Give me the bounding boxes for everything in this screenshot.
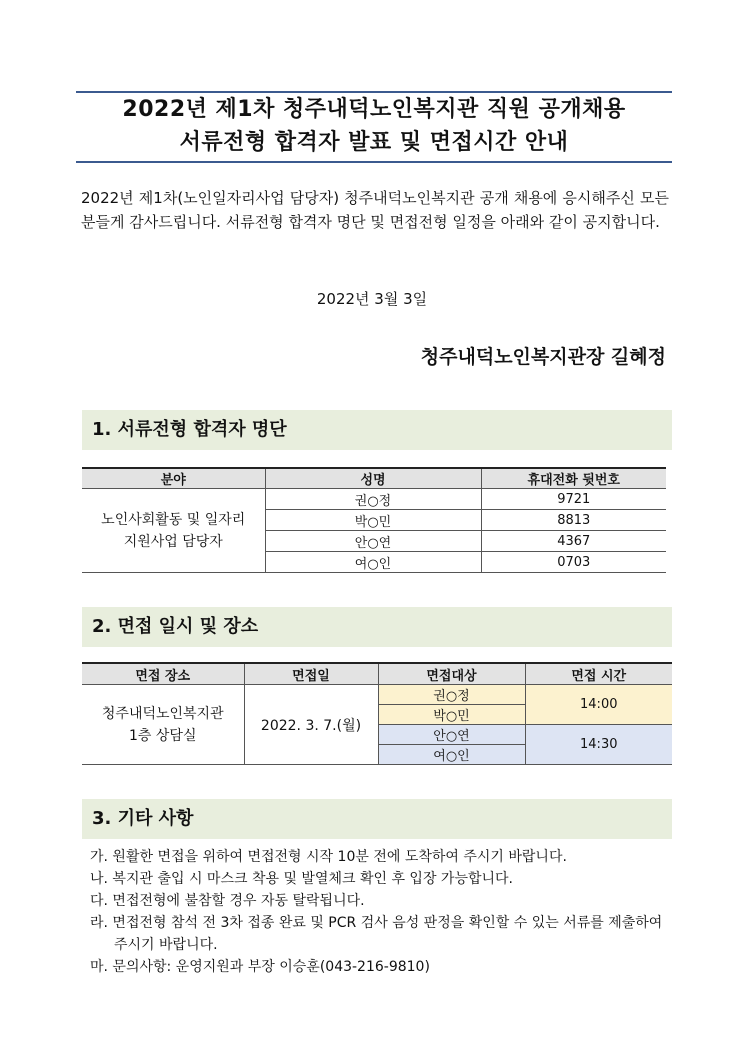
- field-cell: [82, 489, 265, 573]
- section-3-heading: 3. 기타 사항: [82, 799, 672, 839]
- section-1-heading: 1. 서류전형 합격자 명단: [82, 410, 672, 450]
- table-row: [82, 489, 666, 510]
- list-item: 가. 원활한 면접을 위하여 면접전형 시작 10분 전에 도착하여 주시기 바랍니다.: [90, 849, 567, 865]
- place-line-1: 청주내덕노인복지관: [101, 705, 224, 722]
- title-line-2: 서류전형 합격자 발표 및 면접시간 안내: [179, 130, 569, 155]
- target-cell: 안○연: [378, 725, 525, 745]
- name-cell: 여○인: [265, 552, 481, 573]
- header-time: 면접 시간: [525, 663, 672, 685]
- phone-cell: 0703: [481, 552, 666, 573]
- list-item: 다. 면접전형에 불참할 경우 자동 탈락됩니다.: [90, 893, 365, 909]
- list-item: 나. 복지관 출입 시 마스크 착용 및 발열체크 확인 후 입장 가능합니다.: [90, 871, 513, 887]
- section-2-heading: 2. 면접 일시 및 장소: [82, 607, 672, 647]
- interview-date-cell: 2022. 3. 7.(월): [244, 685, 378, 765]
- table-row: [82, 685, 672, 705]
- time-cell: 14:00: [525, 685, 672, 725]
- target-cell: 박○민: [378, 705, 525, 725]
- table-header-row: [82, 468, 666, 489]
- name-cell: 박○민: [265, 510, 481, 531]
- time-cell: 14:30: [525, 725, 672, 765]
- intro-paragraph: 2022년 제1차(노인일자리사업 담당자) 청주내덕노인복지관 공개 채용에 응시해주신 모든 분들게 감사드립니다. 서류전형 합격자 명단 및 면접전형 일정을 아래와 같이 공지합니다.: [81, 189, 669, 231]
- header-place: 면접 장소: [82, 663, 244, 685]
- header-phone: 휴대전화 뒷번호: [481, 468, 666, 489]
- list-item: 마. 문의사항: 운영지원과 부장 이승훈(043-216-9810): [90, 959, 430, 975]
- document-pass-table: [82, 467, 666, 573]
- signer: 청주내덕노인복지관장 길혜정: [420, 346, 666, 368]
- header-name: 성명: [265, 468, 481, 489]
- name-cell: 권○정: [265, 489, 481, 510]
- target-cell: 여○인: [378, 745, 525, 765]
- notice-date: 2022년 3월 3일: [316, 290, 428, 308]
- phone-cell: 9721: [481, 489, 666, 510]
- interview-schedule-table: [82, 662, 672, 765]
- field-line-2: 지원사업 담당자: [123, 533, 223, 550]
- header-date: 면접일: [244, 663, 378, 685]
- list-item: 라. 면접전형 참석 전 3차 접종 완료 및 PCR 검사 음성 판정을 확인할 수 있는 서류를 제출하여 주시기 바랍니다.: [90, 915, 663, 953]
- phone-cell: 8813: [481, 510, 666, 531]
- title-box: [76, 91, 672, 163]
- header-target: 면접대상: [378, 663, 525, 685]
- table-header-row: [82, 663, 672, 685]
- place-line-2: 1층 상담실: [129, 727, 197, 744]
- place-cell: [82, 685, 244, 765]
- title-line-1: 2022년 제1차 청주내덕노인복지관 직원 공개채용: [122, 97, 626, 122]
- name-cell: 안○연: [265, 531, 481, 552]
- header-field: 분야: [82, 468, 265, 489]
- target-cell: 권○정: [378, 685, 525, 705]
- phone-cell: 4367: [481, 531, 666, 552]
- field-line-1: 노인사회활동 및 일자리: [101, 511, 246, 528]
- etc-list: [90, 846, 670, 978]
